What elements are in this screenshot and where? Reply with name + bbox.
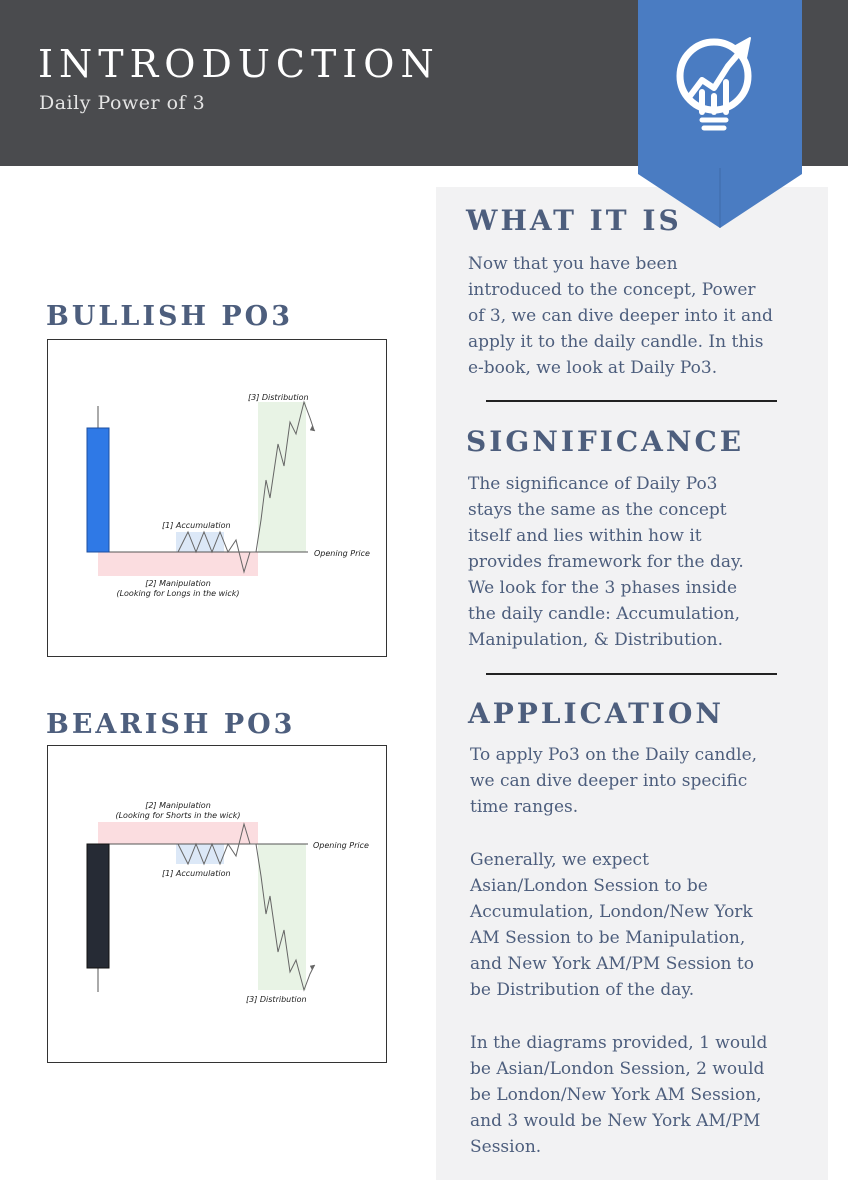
bearish-heading: BEARISH PO3 [46, 709, 296, 740]
manipulation-label: [2] Manipulation [145, 579, 211, 588]
manipulation-note: (Looking for Shorts in the wick) [115, 811, 241, 820]
bearish-po3-diagram [47, 745, 387, 1063]
application-heading: APPLICATION [468, 697, 725, 730]
divider-2 [486, 673, 777, 675]
accumulation-label: [1] Accumulation [162, 869, 231, 878]
manipulation-note: (Looking for Longs in the wick) [116, 589, 240, 598]
bearish-candle-body [87, 844, 109, 968]
opening-price-label: Opening Price [313, 841, 369, 850]
manipulation-label: [2] Manipulation [145, 801, 211, 810]
opening-price-label: Opening Price [314, 549, 370, 558]
what-it-is-text: Now that you have been introduced to the concept, Power of 3, we can dive deeper into it and apply it to the daily candle. In this e-book, we look at Daily Po3. [468, 254, 773, 378]
application-text-1: To apply Po3 on the Daily candle, we can dive deeper into specific time ranges. [470, 745, 758, 817]
page-subtitle: Daily Power of 3 [39, 92, 206, 114]
manipulation-zone [98, 552, 258, 576]
distribution-label: [3] Distribution [248, 393, 309, 402]
distribution-zone [258, 844, 306, 990]
accumulation-label: [1] Accumulation [162, 521, 231, 530]
what-it-is-heading: WHAT IT IS [466, 204, 682, 237]
divider-1 [486, 400, 777, 402]
page-title: INTRODUCTION [38, 42, 440, 86]
application-text-3: In the diagrams provided, 1 would be Asian/London Session, 2 would be London/New York AM Session, and 3 would be New York AM/PM Session. [470, 1033, 768, 1157]
application-text-2: Generally, we expect Asian/London Session to be Accumulation, London/New York AM Session to be Manipulation, and New York AM/PM Session to be Distribution of the day. [470, 850, 754, 1000]
logo-banner [638, 0, 802, 228]
bullish-heading: BULLISH PO3 [46, 301, 293, 332]
significance-heading: SIGNIFICANCE [466, 425, 745, 458]
manipulation-zone [98, 822, 258, 844]
bullish-po3-diagram [47, 339, 387, 657]
bullish-candle-body [87, 428, 109, 552]
distribution-label: [3] Distribution [246, 995, 307, 1004]
significance-text: The significance of Daily Po3 stays the same as the concept itself and lies within how it provides framework for the day. We look for the 3 phases inside the daily candle: Accumulation, Manipulation, & Distribution. [468, 474, 744, 650]
